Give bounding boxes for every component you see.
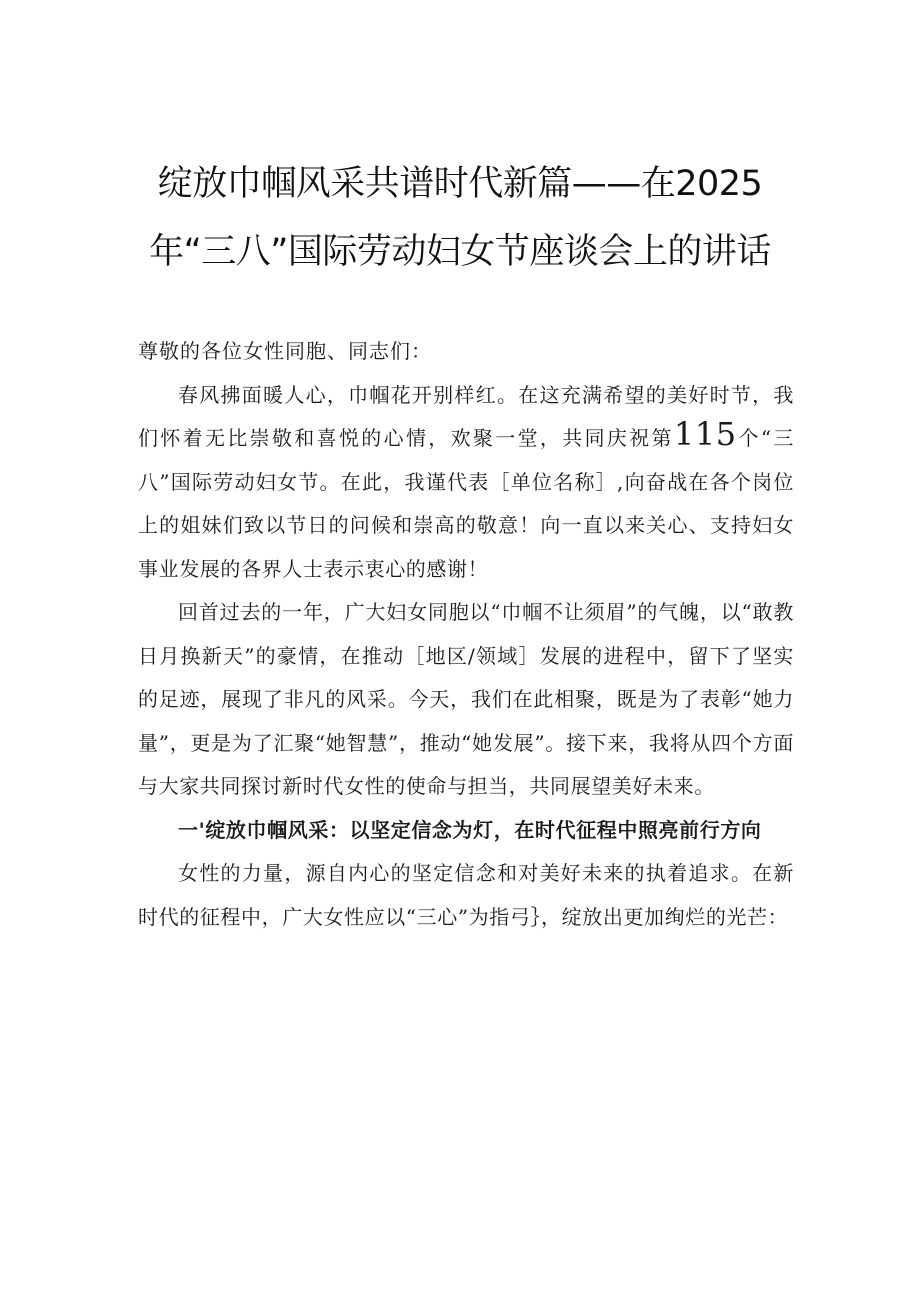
paragraph-opening <box>138 374 794 592</box>
title-line-1: 绽放巾帼风采共谱时代新篇——在2025 <box>157 164 763 204</box>
paragraph-review: 回首过去的一年，广大妇女同胞以“巾帼不让须眉”的气魄，以“敢教日月换新天”的豪情，在推动［地区/领域］发展的进程中，留下了坚实的足迹，展现了非凡的风采。今天，我们在此相聚，既是为了表彰“她力量”，更是为了汇聚“她智慧”，推动“她发展”。接下来，我将从四个方面与大家共同探讨新时代女性的使命与担当，共同展望美好未来。 <box>138 600 794 798</box>
document-body <box>138 330 794 939</box>
paragraph-opening-text-a: 春风拂面暖人心，巾帼花开别样红。在这充满希望的美好时节，我们怀着无比崇敬和喜悦的心情，欢聚一堂，共同庆祝第 <box>138 382 794 450</box>
festival-count-number: 115 <box>673 415 737 453</box>
paragraph-section-1: 女性的力量，源自内心的坚定信念和对美好未来的执着追求。在新时代的征程中，广大女性应以“三心”为指弓｝，绽放出更加绚烂的光芒： <box>138 861 794 929</box>
title-line-2: 年“三八”国际劳动妇女节座谈会上的讲话 <box>149 232 771 272</box>
document-title <box>120 150 800 286</box>
section-heading-1: 一'绽放巾帼风采：以坚定信念为灯，在时代征程中照亮前行方向 <box>178 817 762 842</box>
salutation: 尊敬的各位女性同胞、同志们： <box>138 339 432 363</box>
paragraph-opening-text-b: 个“三八”国际劳动妇女节。在此，我谨代表［单位名称］,向奋战在各个岗位上的姐妹们致以节日的问候和崇高的敬意！向一直以来关心、支持妇女事业发展的各界人士表示衷心的感谢！ <box>138 426 795 581</box>
